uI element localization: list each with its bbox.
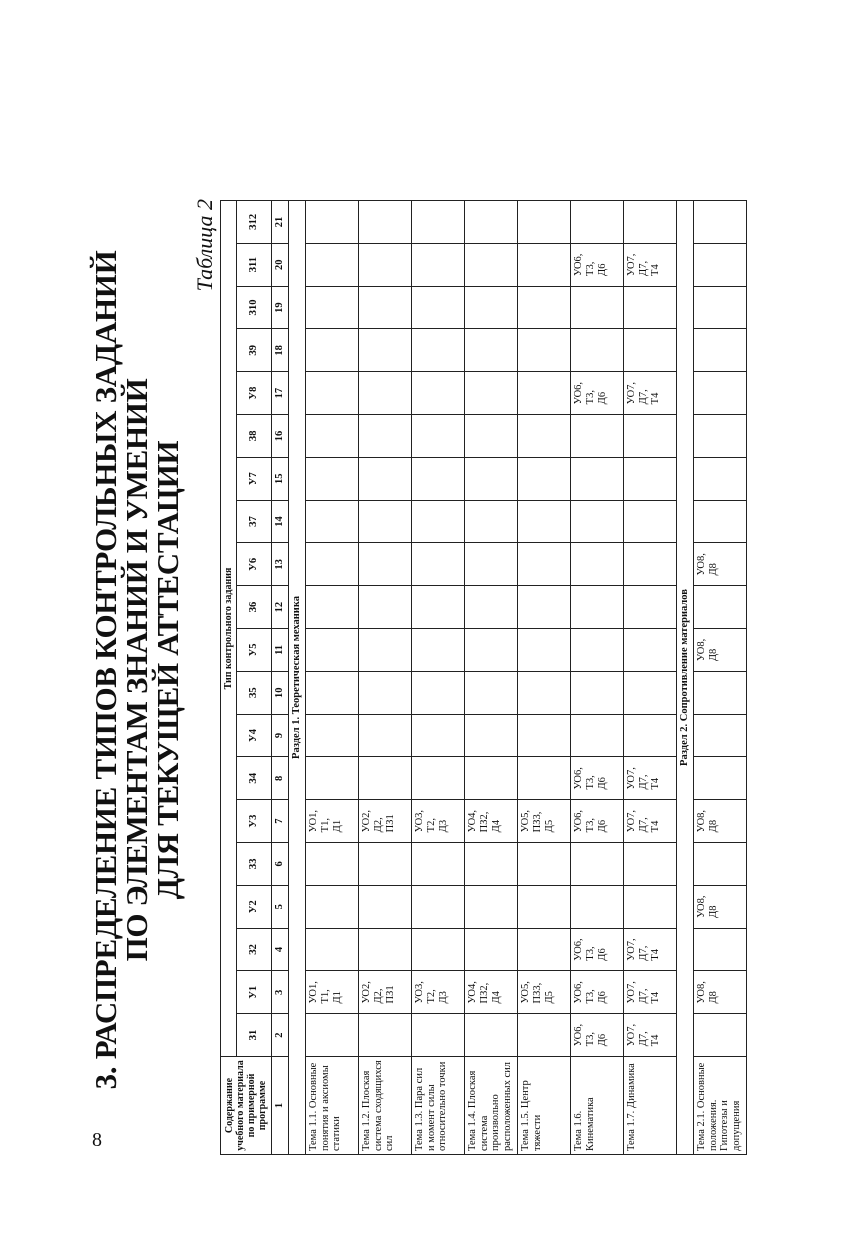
task-cell xyxy=(359,757,412,800)
column-number: 21 xyxy=(272,201,289,244)
task-cell xyxy=(694,586,747,629)
task-type-header: У4 xyxy=(237,714,272,757)
table-row xyxy=(518,201,571,1155)
task-cell xyxy=(518,372,571,415)
task-type-header: З12 xyxy=(237,201,272,244)
task-cell xyxy=(412,885,465,928)
task-cell xyxy=(465,586,518,629)
task-cell xyxy=(694,457,747,500)
column-number: 8 xyxy=(272,757,289,800)
task-cell xyxy=(571,415,624,458)
page-number: 8 xyxy=(92,1129,102,1151)
task-cell xyxy=(624,928,677,971)
task-cell xyxy=(306,671,359,714)
column-number: 12 xyxy=(272,586,289,629)
task-cell xyxy=(624,885,677,928)
task-cell xyxy=(359,714,412,757)
task-cell xyxy=(465,885,518,928)
task-codes: УО4, ПЗ2, Д4 xyxy=(467,981,502,1004)
table-caption: Таблица 2 xyxy=(192,199,217,292)
task-cell xyxy=(359,286,412,329)
task-cell xyxy=(306,885,359,928)
task-cell xyxy=(571,1014,624,1057)
task-cell xyxy=(412,286,465,329)
column-number: 4 xyxy=(272,928,289,971)
task-cell xyxy=(694,885,747,928)
table-row xyxy=(571,201,624,1155)
task-cell xyxy=(465,928,518,971)
task-cell xyxy=(306,543,359,586)
task-cell xyxy=(624,286,677,329)
topic-cell: Тема 1.7. Динамика xyxy=(624,1057,677,1155)
task-type-header: У7 xyxy=(237,457,272,500)
task-cell xyxy=(518,971,571,1014)
topic-cell: Тема 1.4. Плоская система произвольно расположенных сил xyxy=(465,1057,518,1155)
task-cell xyxy=(571,671,624,714)
task-cell xyxy=(465,500,518,543)
task-type-header: У8 xyxy=(237,372,272,415)
task-cell xyxy=(465,543,518,586)
content-column-header: Содержание учебного материала по примерной программе xyxy=(221,1057,272,1155)
task-cell xyxy=(571,757,624,800)
task-codes: УО6, Т3, Д6 xyxy=(573,938,608,961)
topic-cell: Тема 1.2. Плоская система сходящихся сил xyxy=(359,1057,412,1155)
task-type-header: У6 xyxy=(237,543,272,586)
section-title xyxy=(90,185,183,1155)
task-type-header: У1 xyxy=(237,971,272,1014)
column-number: 11 xyxy=(272,629,289,672)
section-title-line: ПО ЭЛЕМЕНТАМ ЗНАНИЙ И УМЕНИЙ xyxy=(119,378,154,962)
task-codes: УО8, Д8 xyxy=(696,809,719,833)
task-cell xyxy=(518,671,571,714)
task-cell xyxy=(571,286,624,329)
column-number: 13 xyxy=(272,543,289,586)
task-cell xyxy=(412,201,465,244)
task-cell xyxy=(359,971,412,1014)
task-cell xyxy=(518,1014,571,1057)
task-cell xyxy=(571,329,624,372)
task-cell xyxy=(518,629,571,672)
task-cell xyxy=(359,629,412,672)
task-type-header: З5 xyxy=(237,671,272,714)
task-cell xyxy=(518,543,571,586)
task-cell xyxy=(518,928,571,971)
task-cell xyxy=(694,928,747,971)
task-cell xyxy=(518,714,571,757)
task-cell xyxy=(359,201,412,244)
column-number: 17 xyxy=(272,372,289,415)
task-cell xyxy=(306,243,359,286)
task-cell xyxy=(412,671,465,714)
task-cell xyxy=(624,372,677,415)
task-cell xyxy=(694,243,747,286)
task-cell xyxy=(412,843,465,886)
task-cell xyxy=(571,586,624,629)
topic-cell: Тема 1.1. Основные понятия и аксиомы статики xyxy=(306,1057,359,1155)
task-codes: УО7, Д7, Т4 xyxy=(626,809,661,833)
task-cell xyxy=(412,629,465,672)
task-cell xyxy=(624,243,677,286)
task-cell xyxy=(412,543,465,586)
task-cell xyxy=(412,971,465,1014)
section-row xyxy=(289,201,306,1155)
task-codes: УО5, ПЗ3, Д5 xyxy=(520,981,555,1004)
task-codes: УО7, Д7, Т4 xyxy=(626,381,661,405)
section-title-line: 3. РАСПРЕДЕЛЕНИЕ ТИПОВ КОНТРОЛЬНЫХ ЗАДАНИЙ xyxy=(88,250,123,1090)
task-cell xyxy=(694,1014,747,1057)
task-cell xyxy=(359,586,412,629)
task-cell xyxy=(694,971,747,1014)
section-title-cell: Раздел 1. Теоретическая механика xyxy=(289,201,306,1155)
topic-cell: Тема 1.5. Центр тяжести xyxy=(518,1057,571,1155)
task-type-header: З9 xyxy=(237,329,272,372)
task-cell xyxy=(571,201,624,244)
task-cell xyxy=(694,629,747,672)
task-cell xyxy=(465,971,518,1014)
task-cell xyxy=(465,671,518,714)
task-codes: УО1, Т1, Д1 xyxy=(308,981,343,1004)
task-cell xyxy=(624,629,677,672)
task-cell xyxy=(465,329,518,372)
task-cell xyxy=(465,201,518,244)
task-cell xyxy=(306,928,359,971)
task-cell xyxy=(694,757,747,800)
task-type-header: У5 xyxy=(237,629,272,672)
task-type-header: З4 xyxy=(237,757,272,800)
task-cell xyxy=(518,457,571,500)
task-cell xyxy=(518,243,571,286)
table-row xyxy=(359,201,412,1155)
task-cell xyxy=(571,457,624,500)
task-cell xyxy=(359,372,412,415)
task-codes: УО5, ПЗ3, Д5 xyxy=(520,809,555,833)
task-type-header: З10 xyxy=(237,286,272,329)
task-cell xyxy=(359,671,412,714)
task-cell xyxy=(306,629,359,672)
task-cell xyxy=(465,757,518,800)
table-row xyxy=(694,201,747,1155)
task-cell xyxy=(465,457,518,500)
task-cell xyxy=(518,415,571,458)
task-cell xyxy=(694,671,747,714)
task-cell xyxy=(694,286,747,329)
task-codes: УО8, Д8 xyxy=(696,553,719,576)
task-cell xyxy=(694,415,747,458)
task-cell xyxy=(359,928,412,971)
task-cell xyxy=(465,243,518,286)
task-cell xyxy=(412,928,465,971)
task-cell xyxy=(465,415,518,458)
task-cell xyxy=(624,586,677,629)
task-cell xyxy=(306,757,359,800)
task-type-header: З8 xyxy=(237,415,272,458)
task-cell xyxy=(306,714,359,757)
header-row xyxy=(221,201,237,1155)
column-number: 7 xyxy=(272,800,289,843)
task-codes: УО7, Д7, Т4 xyxy=(626,767,661,790)
task-cell xyxy=(571,928,624,971)
task-cell xyxy=(694,201,747,244)
task-cell xyxy=(306,500,359,543)
task-cell xyxy=(465,843,518,886)
column-number: 15 xyxy=(272,457,289,500)
task-codes: УО6, Т3, Д6 xyxy=(573,1023,608,1047)
task-cell xyxy=(412,714,465,757)
task-type-header-row xyxy=(237,201,272,1155)
task-codes: УО6, Т3, Д6 xyxy=(573,767,608,790)
task-cell xyxy=(571,372,624,415)
task-cell xyxy=(359,885,412,928)
task-cell xyxy=(518,329,571,372)
task-cell xyxy=(624,1014,677,1057)
task-cell xyxy=(359,543,412,586)
task-codes: УО8, Д8 xyxy=(696,895,719,918)
task-cell xyxy=(306,457,359,500)
task-codes: УО4, ПЗ2, Д4 xyxy=(467,809,502,833)
task-cell xyxy=(306,415,359,458)
task-type-header: З1 xyxy=(237,1014,272,1057)
task-cell xyxy=(624,415,677,458)
task-cell xyxy=(624,671,677,714)
task-cell xyxy=(694,372,747,415)
task-cell xyxy=(412,586,465,629)
task-cell xyxy=(571,543,624,586)
task-cell xyxy=(518,500,571,543)
column-number: 20 xyxy=(272,243,289,286)
task-cell xyxy=(412,372,465,415)
section-title-cell: Раздел 2. Сопротивление материалов xyxy=(677,201,694,1155)
column-number: 1 xyxy=(272,1057,289,1155)
column-number: 16 xyxy=(272,415,289,458)
task-cell xyxy=(359,500,412,543)
control-task-table xyxy=(220,200,747,1155)
task-cell xyxy=(518,586,571,629)
task-cell xyxy=(306,843,359,886)
task-codes: УО7, Д7, Т4 xyxy=(626,1023,661,1047)
task-cell xyxy=(412,329,465,372)
task-cell xyxy=(694,843,747,886)
task-codes: УО6, Т3, Д6 xyxy=(573,809,608,833)
task-cell xyxy=(412,757,465,800)
task-cell xyxy=(571,800,624,843)
task-codes: УО7, Д7, Т4 xyxy=(626,938,661,961)
task-cell xyxy=(571,843,624,886)
task-codes: УО7, Д7, Т4 xyxy=(626,253,661,276)
task-cell xyxy=(571,714,624,757)
task-type-header: У3 xyxy=(237,800,272,843)
task-codes: УО2, Д2, ПЗ1 xyxy=(361,981,396,1004)
column-number: 14 xyxy=(272,500,289,543)
column-number: 6 xyxy=(272,843,289,886)
column-number: 9 xyxy=(272,714,289,757)
task-type-header: З7 xyxy=(237,500,272,543)
task-cell xyxy=(624,971,677,1014)
task-codes: УО6, Т3, Д6 xyxy=(573,253,608,276)
task-codes: УО8, Д8 xyxy=(696,981,719,1004)
task-type-header: З11 xyxy=(237,243,272,286)
task-cell xyxy=(306,971,359,1014)
task-codes: УО7, Д7, Т4 xyxy=(626,981,661,1004)
task-cell xyxy=(518,885,571,928)
task-cell xyxy=(412,243,465,286)
task-cell xyxy=(465,800,518,843)
column-number: 10 xyxy=(272,671,289,714)
table-row xyxy=(412,201,465,1155)
task-cell xyxy=(359,1014,412,1057)
task-cell xyxy=(694,500,747,543)
column-number: 3 xyxy=(272,971,289,1014)
task-cell xyxy=(518,843,571,886)
task-cell xyxy=(359,243,412,286)
task-cell xyxy=(465,629,518,672)
task-codes: УО2, Д2, ПЗ1 xyxy=(361,809,396,833)
task-cell xyxy=(694,714,747,757)
task-cell xyxy=(412,457,465,500)
task-cell xyxy=(571,885,624,928)
rotated-page-content xyxy=(90,95,780,1155)
task-type-header: З6 xyxy=(237,586,272,629)
task-cell xyxy=(694,543,747,586)
task-cell xyxy=(465,714,518,757)
task-cell xyxy=(412,800,465,843)
task-cell xyxy=(624,329,677,372)
task-cell xyxy=(571,971,624,1014)
task-cell xyxy=(571,500,624,543)
task-type-header: У2 xyxy=(237,885,272,928)
task-cell xyxy=(624,500,677,543)
column-number-row xyxy=(272,201,289,1155)
task-cell xyxy=(518,757,571,800)
section-title-line: ДЛЯ ТЕКУЩЕЙ АТТЕСТАЦИИ xyxy=(150,440,185,900)
task-cell xyxy=(306,286,359,329)
table-row xyxy=(306,201,359,1155)
task-cell xyxy=(412,415,465,458)
column-number: 19 xyxy=(272,286,289,329)
task-cell xyxy=(306,800,359,843)
task-cell xyxy=(694,800,747,843)
task-cell xyxy=(571,629,624,672)
task-codes: УО6, Т3, Д6 xyxy=(573,381,608,405)
column-number: 18 xyxy=(272,329,289,372)
topic-cell: Тема 1.6. Кинематика xyxy=(571,1057,624,1155)
column-number: 5 xyxy=(272,885,289,928)
task-cell xyxy=(306,586,359,629)
task-cell xyxy=(359,329,412,372)
task-cell xyxy=(518,800,571,843)
task-cell xyxy=(306,329,359,372)
task-cell xyxy=(359,843,412,886)
task-cell xyxy=(306,1014,359,1057)
task-cell xyxy=(306,372,359,415)
task-codes: УО3, Т2, Д3 xyxy=(414,981,449,1004)
task-codes: УО8, Д8 xyxy=(696,638,719,662)
task-cell xyxy=(518,286,571,329)
task-type-group-header: Тип контрольного задания xyxy=(221,201,237,1057)
task-cell xyxy=(359,415,412,458)
task-cell xyxy=(359,800,412,843)
section-row xyxy=(677,201,694,1155)
task-cell xyxy=(624,800,677,843)
task-cell xyxy=(412,1014,465,1057)
task-type-header: З3 xyxy=(237,843,272,886)
task-cell xyxy=(465,286,518,329)
task-cell xyxy=(465,372,518,415)
task-cell xyxy=(571,243,624,286)
column-number: 2 xyxy=(272,1014,289,1057)
task-codes: УО1, Т1, Д1 xyxy=(308,809,343,833)
task-cell xyxy=(518,201,571,244)
table-row xyxy=(624,201,677,1155)
task-cell xyxy=(412,500,465,543)
task-cell xyxy=(624,757,677,800)
task-type-header: З2 xyxy=(237,928,272,971)
task-cell xyxy=(694,329,747,372)
task-codes: УО6, Т3, Д6 xyxy=(573,981,608,1004)
task-cell xyxy=(624,843,677,886)
topic-cell: Тема 1.3. Пара сил и момент силы относительно точки xyxy=(412,1057,465,1155)
task-cell xyxy=(306,201,359,244)
task-codes: УО3, Т2, Д3 xyxy=(414,809,449,833)
table-row xyxy=(465,201,518,1155)
task-cell xyxy=(465,1014,518,1057)
task-cell xyxy=(624,201,677,244)
topic-cell: Тема 2.1. Основные положения. Гипотезы и допущения xyxy=(694,1057,747,1155)
task-cell xyxy=(359,457,412,500)
task-cell xyxy=(624,457,677,500)
task-cell xyxy=(624,714,677,757)
task-cell xyxy=(624,543,677,586)
